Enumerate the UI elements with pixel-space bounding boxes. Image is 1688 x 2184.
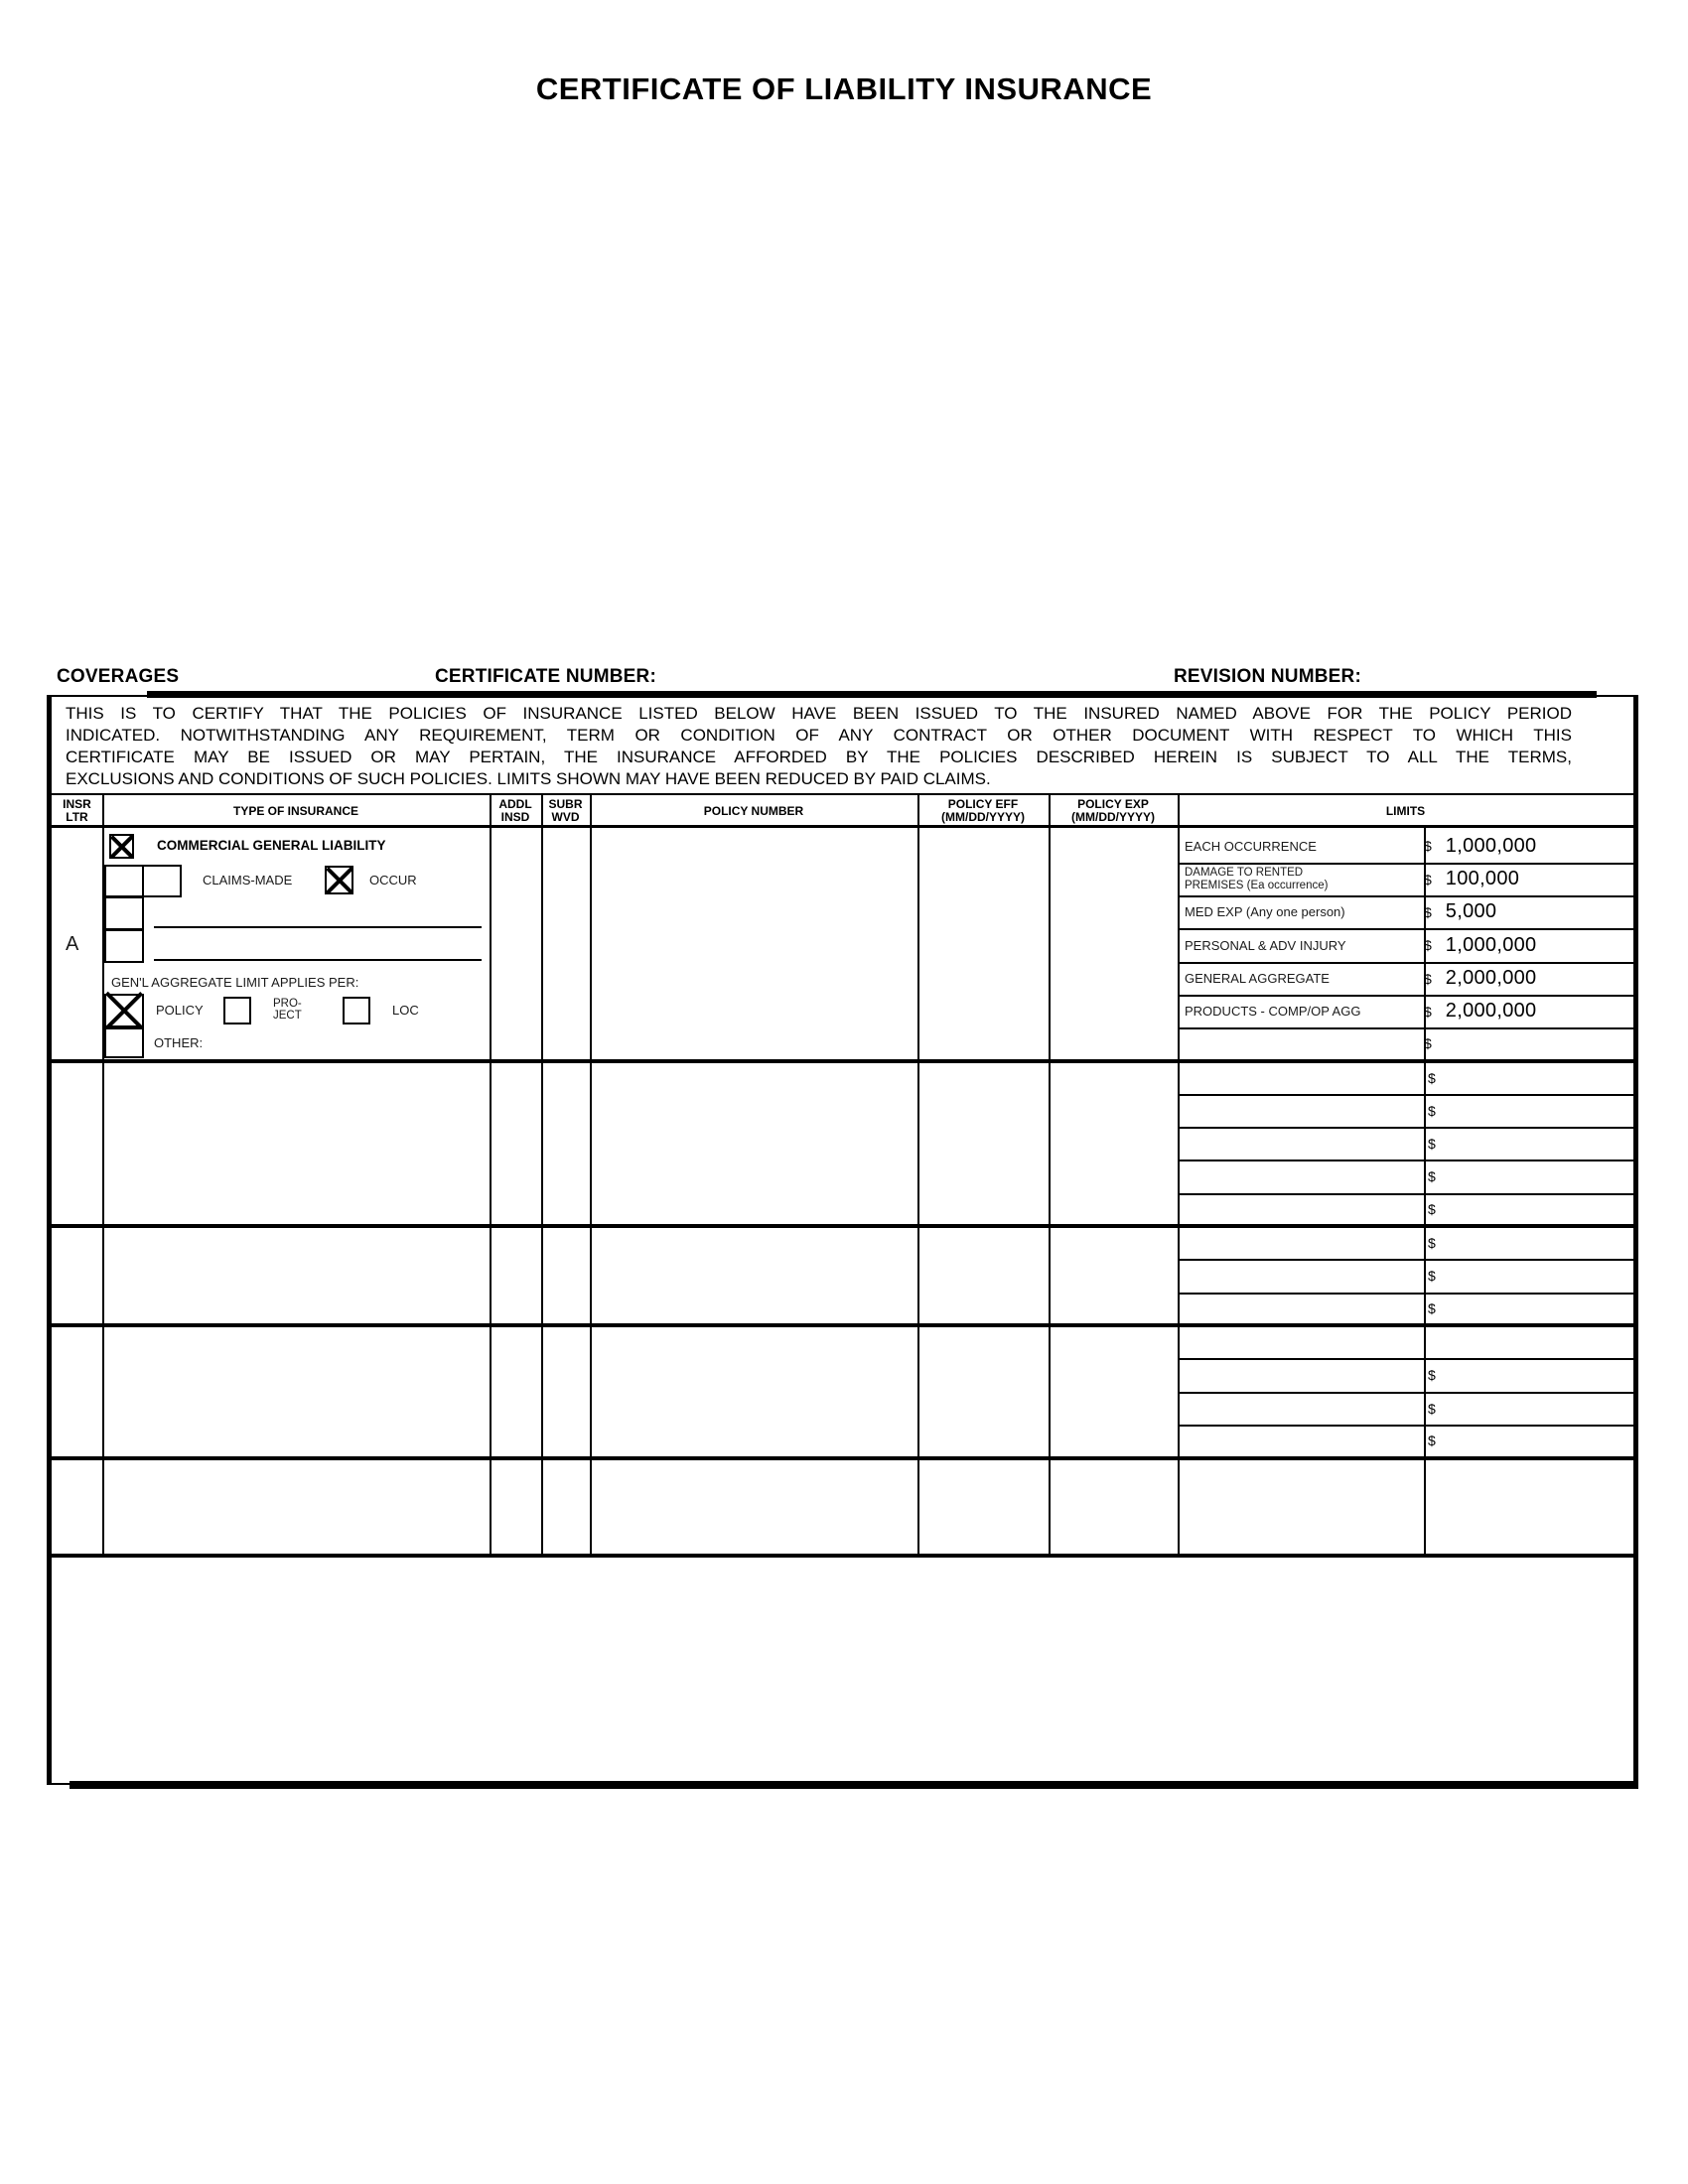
col-header-text: POLICY EXP	[1077, 797, 1149, 811]
loc-label: LOC	[392, 1003, 419, 1018]
limit-value	[1424, 995, 1633, 1027]
checkbox-blank-row-3[interactable]	[104, 896, 144, 930]
empty-limit-cell	[1428, 1292, 1487, 1324]
col-header-policy-exp	[1049, 795, 1178, 827]
currency-symbol: $	[1428, 1102, 1436, 1119]
limit-row	[1178, 962, 1633, 995]
limit-value	[1424, 1027, 1633, 1059]
limit-amount: 5,000	[1445, 900, 1497, 922]
column-line	[917, 793, 919, 1556]
col-header-text: POLICY EFF	[947, 797, 1019, 811]
limit-row	[1178, 1027, 1633, 1059]
limit-label	[1178, 962, 1424, 995]
currency-symbol: $	[1428, 1400, 1436, 1417]
limit-label	[1178, 829, 1424, 863]
blank-write-in-line[interactable]	[154, 926, 482, 928]
row-line	[1178, 1358, 1633, 1360]
section-divider	[52, 1456, 1633, 1460]
limit-value	[1424, 962, 1633, 995]
col-header-text: LTR	[66, 810, 88, 824]
page-title: CERTIFICATE OF LIABILITY INSURANCE	[535, 71, 1153, 106]
row-line	[1178, 1193, 1633, 1195]
col-header-text: POLICY NUMBER	[703, 803, 804, 818]
currency-symbol: $	[1428, 1432, 1436, 1448]
empty-limit-cell	[1428, 1226, 1487, 1259]
section-divider	[52, 1059, 1633, 1063]
aggregate-applies-label: GEN'L AGGREGATE LIMIT APPLIES PER:	[111, 975, 359, 990]
occur-label: OCCUR	[369, 873, 417, 887]
limit-label-text: MED EXP (Any one person)	[1185, 904, 1345, 919]
claims-made-label: CLAIMS-MADE	[203, 873, 293, 887]
limit-value	[1424, 863, 1633, 895]
limit-value	[1424, 928, 1633, 962]
col-header-insr-ltr	[52, 795, 102, 827]
currency-symbol: $	[1428, 1069, 1436, 1086]
limit-row	[1178, 928, 1633, 962]
checkbox-commercial-general-liability[interactable]	[109, 834, 134, 859]
currency-symbol: $	[1424, 838, 1432, 854]
row-line	[1178, 1094, 1633, 1096]
checkbox-blank-row-4[interactable]	[104, 929, 144, 963]
certification-line: INDICATED. NOTWITHSTANDING ANY REQUIREMENT, TERM OR CONDITION OF ANY CONTRACT OR OTHER DOCUMENT WITH RESPECT TO WHICH THIS	[66, 726, 1572, 745]
divider-line	[52, 825, 1633, 828]
project-label-line: PRO-	[273, 998, 302, 1010]
other-label: OTHER:	[154, 1035, 204, 1050]
project-label	[273, 998, 302, 1022]
limit-row	[1178, 863, 1633, 895]
empty-limit-cell	[1428, 1192, 1487, 1225]
column-line	[541, 793, 543, 1556]
description-area	[52, 1558, 1633, 1783]
limit-amount: 2,000,000	[1445, 1000, 1537, 1022]
currency-symbol: $	[1424, 1003, 1432, 1020]
limit-label-text: PRODUCTS - COMP/OP AGG	[1185, 1004, 1361, 1019]
checkbox-policy[interactable]	[104, 994, 144, 1027]
limit-row	[1178, 995, 1633, 1027]
column-line	[590, 793, 592, 1556]
col-header-policy-eff	[917, 795, 1049, 827]
coverages-heading: COVERAGES	[57, 666, 180, 687]
row-line	[1178, 1160, 1633, 1161]
col-header-addl-insd	[490, 795, 541, 827]
limit-row	[1178, 829, 1633, 863]
checkbox-loc[interactable]	[343, 997, 370, 1024]
limit-label-text: PERSONAL & ADV INJURY	[1185, 937, 1346, 953]
row-line	[1178, 1259, 1633, 1261]
currency-symbol: $	[1428, 1234, 1436, 1251]
currency-symbol: $	[1428, 1267, 1436, 1284]
limit-amount: 1,000,000	[1445, 933, 1537, 956]
empty-limit-cell	[1428, 1392, 1487, 1425]
currency-symbol: $	[1428, 1366, 1436, 1383]
col-header-text: TYPE OF INSURANCE	[232, 803, 358, 818]
currency-symbol: $	[1424, 970, 1432, 987]
limit-label	[1178, 1027, 1424, 1059]
limit-amount: 1,000,000	[1445, 834, 1537, 857]
row-line	[1178, 1425, 1633, 1427]
empty-limit-cell	[1428, 1424, 1487, 1456]
project-label-line: JECT	[273, 1010, 302, 1022]
col-header-text: INSR	[63, 797, 91, 811]
limit-label	[1178, 995, 1424, 1027]
col-header-text: INSD	[500, 810, 530, 824]
empty-limit-cell	[1428, 1160, 1487, 1192]
currency-symbol: $	[1428, 1200, 1436, 1217]
currency-symbol: $	[1428, 1299, 1436, 1316]
currency-symbol: $	[1424, 937, 1432, 953]
row-line	[1178, 1127, 1633, 1129]
certification-line: EXCLUSIONS AND CONDITIONS OF SUCH POLICIES. LIMITS SHOWN MAY HAVE BEEN REDUCED BY PAID CLAIMS.	[66, 769, 991, 788]
currency-symbol: $	[1424, 903, 1432, 920]
limit-amount: 100,000	[1445, 868, 1520, 889]
currency-symbol: $	[1428, 1167, 1436, 1184]
section-divider	[52, 1323, 1633, 1327]
bottom-rule	[70, 1781, 1638, 1789]
col-header-text: ADDL	[498, 797, 532, 811]
col-header-text: LIMITS	[1385, 803, 1426, 818]
row-line	[1178, 1293, 1633, 1295]
currency-symbol: $	[1424, 871, 1432, 887]
limit-label-text: PREMISES (Ea occurrence)	[1185, 879, 1329, 891]
policy-label: POLICY	[156, 1003, 204, 1018]
checkbox-claims-made[interactable]	[104, 865, 144, 897]
limit-label	[1178, 863, 1424, 895]
column-line	[1049, 793, 1051, 1556]
limit-label-text: EACH OCCURRENCE	[1185, 838, 1317, 854]
col-header-text: WVD	[551, 810, 580, 824]
empty-limit-cell	[1428, 1259, 1487, 1292]
col-header-type-of-insurance	[102, 795, 490, 827]
empty-limit-cell	[1428, 1094, 1487, 1127]
insurer-letter: A	[66, 933, 79, 955]
certificate-number-heading: CERTIFICATE NUMBER:	[435, 666, 656, 687]
divider-line	[52, 793, 1633, 795]
checkbox-blank-cell[interactable]	[142, 865, 182, 897]
empty-limit-cell	[1428, 1358, 1487, 1391]
limit-label-text: GENERAL AGGREGATE	[1185, 971, 1330, 986]
checkbox-occur[interactable]	[325, 866, 353, 894]
currency-symbol: $	[1424, 1035, 1432, 1051]
checkbox-other[interactable]	[104, 1027, 144, 1058]
currency-symbol: $	[1428, 1135, 1436, 1152]
section-divider	[52, 1224, 1633, 1228]
limit-row	[1178, 895, 1633, 928]
certification-line: THIS IS TO CERTIFY THAT THE POLICIES OF INSURANCE LISTED BELOW HAVE BEEN ISSUED TO THE INSURED NAMED ABOVE FOR THE POLICY PERIOD	[66, 704, 1572, 723]
col-header-text: (MM/DD/YYYY)	[941, 810, 1025, 824]
limit-value	[1424, 829, 1633, 863]
empty-limit-cell	[1428, 1127, 1487, 1160]
revision-number-heading: REVISION NUMBER:	[1174, 666, 1361, 687]
row-line	[1178, 1392, 1633, 1394]
col-header-limits	[1178, 795, 1633, 827]
empty-limit-cell	[1428, 1061, 1487, 1094]
column-line	[490, 793, 492, 1556]
col-header-text: SUBR	[548, 797, 583, 811]
blank-write-in-line[interactable]	[154, 959, 482, 961]
coverages-table	[47, 695, 1638, 1785]
limit-label-text: DAMAGE TO RENTED	[1185, 866, 1304, 879]
col-header-subr-wvd	[541, 795, 590, 827]
col-header-text: (MM/DD/YYYY)	[1071, 810, 1155, 824]
limit-amount: 2,000,000	[1445, 967, 1537, 989]
commercial-general-liability-label: COMMERCIAL GENERAL LIABILITY	[157, 838, 386, 853]
certification-line: CERTIFICATE MAY BE ISSUED OR MAY PERTAIN, THE INSURANCE AFFORDED BY THE POLICIES DESCRIBED HEREIN IS SUBJECT TO ALL THE TERMS,	[66, 748, 1572, 766]
limit-label	[1178, 895, 1424, 928]
limit-label	[1178, 928, 1424, 962]
limit-value	[1424, 895, 1633, 928]
col-header-policy-number	[590, 795, 917, 827]
checkbox-project[interactable]	[223, 997, 251, 1024]
